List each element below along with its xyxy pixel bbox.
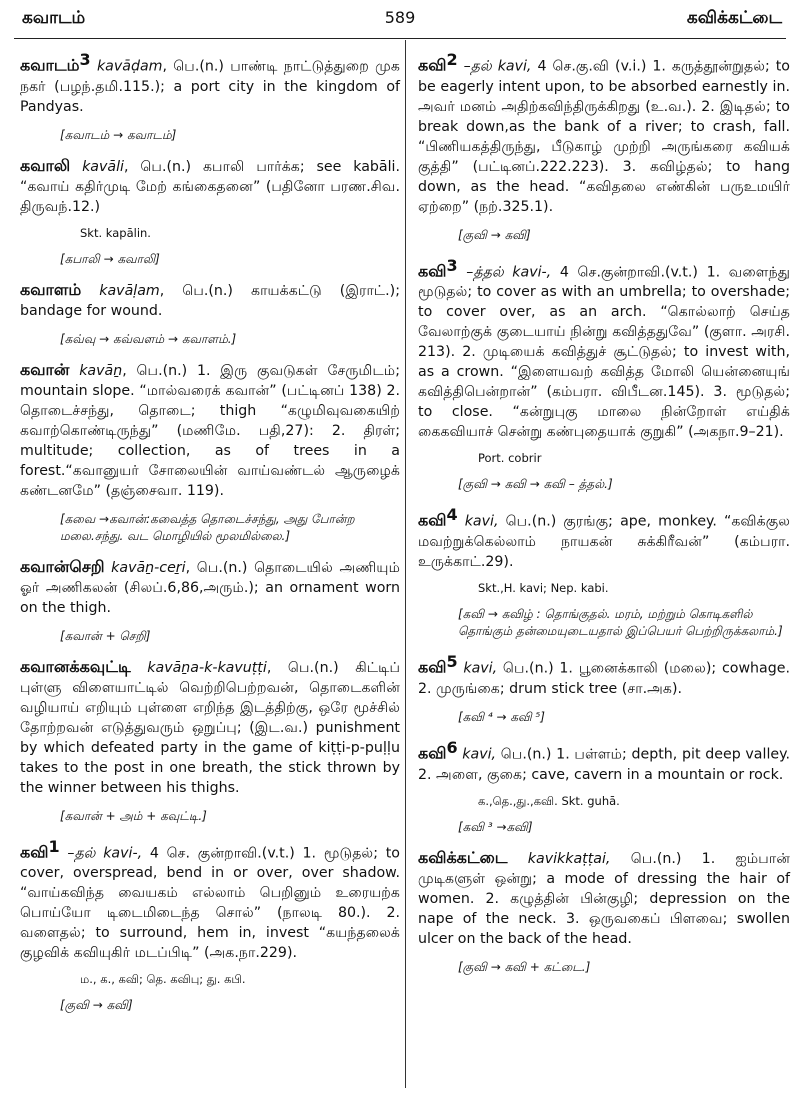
- dictionary-entry: [20, 156, 400, 217]
- entry-body: 4 செ.குன்றாவி.(v.t.) 1. வளைந்து மூடுதல்; to cover as with an umbrella; to overshade; to cover over, as an arch. “கொல்லாற் செய்த வேலாற்குக் குடையாய் நின்று கவித்ததுவே” (குளா. அரசி. 213). 2. முடியைக் கவித்துச் சூட்டுதல்; to invest with, as a crown. “இளையவற் கவித்த மோலி யென்னையுங் கவித்திபென்றான்” (கம்பரா. விபீடன.145). 3. மூடுதல்; to close. “கன்றுபுகு மாலை நின்றோள் எய்திக் கைகவியாச் சென்று கண்புதையாக் குறுகி” (அகநா.9–21).: [418, 264, 790, 441]
- page-number: 589: [384, 8, 416, 27]
- headword: கவி: [418, 657, 447, 677]
- dictionary-entry: [418, 505, 790, 572]
- headword-superscript: 2: [446, 50, 458, 69]
- running-head-left: கவாடம்: [22, 8, 86, 28]
- transliteration: kavāḷam: [99, 282, 160, 299]
- headword-superscript: 5: [446, 652, 458, 672]
- page-header: [0, 0, 800, 40]
- etymology: [குவி → கவி]: [60, 998, 133, 1013]
- cognates: Skt.,H. kavi; Nep. kabi.: [478, 581, 609, 596]
- entry-body: , பெ.(n.) கிட்டிப் புள்ளு விளையாட்டில் வெற்றிபெற்றவன், தொடைகளின் வழியாய் எறியும் புள்ளை எறிந்த இடத்திற்கு, ஒரே மூச்சில் தோற்றவன் எடுத்துவரும் ஒறுப்பு; (இட.வ.) punishment by which defeated party in the game of kiṭṭi-p-puḷḷu takes to the post in one breath, the stick thrown by the winner between his thighs.: [20, 659, 400, 796]
- dictionary-entry: [20, 50, 400, 117]
- headword-superscript: 3: [446, 255, 458, 275]
- etymology: [கவி ⁴ → கவி ⁵]: [458, 709, 545, 724]
- etymology: [குவி → கவி + கட்டை.]: [458, 959, 591, 974]
- transliteration: kavikkaṭṭai,: [527, 850, 611, 867]
- headword: கவி: [418, 511, 447, 531]
- etymology: [கவ்வு → கவ்வளம் → கவாளம்.]: [60, 331, 237, 346]
- etymology: [கபாலி → கவாலி]: [60, 251, 160, 266]
- headword-superscript: 1: [48, 836, 60, 856]
- dictionary-entry: [418, 652, 790, 699]
- headword: கவான்செறி: [20, 556, 105, 576]
- headword: கவிக்கட்டை: [418, 847, 508, 867]
- dictionary-entry: [20, 657, 400, 798]
- headword: கவாளம்: [20, 279, 82, 299]
- entry-body: , பெ.(n.) காயக்கட்டு (இராட்.); bandage for wound.: [20, 282, 400, 319]
- entry-body: , பெ.(n.) தொடையில் அணியும் ஓர் அணிகலன் (சிலப்.6,86,அரும்.); an ornament worn on the thigh.: [20, 559, 400, 616]
- transliteration: –த்தல் kavi-,: [466, 264, 552, 281]
- transliteration: kavāṉ: [79, 362, 123, 379]
- headword: கவாலி: [20, 155, 71, 175]
- transliteration: kavāṉ-ceṟi: [111, 559, 186, 576]
- headword-superscript: 3: [79, 50, 91, 69]
- headword-superscript: 6: [446, 737, 458, 757]
- dictionary-entry: [20, 837, 400, 964]
- right-column: [418, 50, 790, 988]
- transliteration: kavi,: [464, 514, 499, 531]
- etymology: [கவான் + செறி]: [60, 628, 151, 643]
- transliteration: kavāli: [82, 158, 124, 175]
- dictionary-entry: [20, 280, 400, 321]
- entry-body: 4 செ. குன்றாவி.(v.t.) 1. மூடுதல்; to cover, overspread, bend in or over, over shadow. “வாய்கவிந்த வையகம் எல்லாம் பெறினும் உரையற்க பொய்யோ டிடைமிடைந்த சொல்” (நாலடி 80.). 2. வளைதல்; to surround, hem in, invest “கயந்தலைக் குழவிக் கவியுகிர் மடப்பிடி” (அக.நா.229).: [20, 845, 400, 962]
- cognates: Skt. kapālin.: [80, 225, 151, 240]
- left-column: [20, 50, 400, 1026]
- dictionary-entry: [20, 360, 400, 501]
- entry-body: , பெ.(n.) கபாலி பார்க்க; see kabāli. “கவாய் கதிர்முடி மேற் கங்கைதனை” (பதினோ பரண.சிவ. திருவந்.12.): [20, 158, 400, 215]
- etymology: [கவாடம் → கவாடம்]: [60, 127, 177, 142]
- entry-body: பெ.(n.) 1. பூனைக்காலி (மலை); cowhage. 2. முருங்கை; drum stick tree (சா.அக).: [418, 660, 790, 697]
- dictionary-entry: [418, 50, 790, 217]
- etymology: [கவை →கவான்:கவைத்த தொடைச்சந்து, அது போன்ற மலை.சந்து. வட மொழியில் மூலமில்லை.]: [60, 511, 355, 543]
- dictionary-entry: [418, 738, 790, 785]
- headword: கவானக்கவுட்டி: [20, 656, 131, 676]
- cognates: Port. cobrir: [478, 451, 542, 466]
- headword: கவி: [418, 55, 447, 75]
- entry-body: பெ.(n.) 1. ஐம்பான் முடிகளுள் ஒன்று; a mode of dressing the hair of women. 2. கழுத்தின் பின்குழி; depression on the nape of the neck. 3. ஒருவகைப் பிளவை; swollen ulcer on the back of the head.: [418, 850, 791, 947]
- header-rule: [14, 38, 786, 39]
- headword: கவாடம்: [20, 55, 80, 75]
- transliteration: kavāḍam: [96, 58, 163, 75]
- column-divider: [405, 40, 406, 1088]
- entry-body: பெ.(n.) 1. பள்ளம்; depth, pit deep valley. 2. அளை, குகை; cave, cavern in a mountain or rock.: [418, 746, 790, 783]
- dictionary-entry: [418, 256, 790, 443]
- headword: கவான்: [20, 359, 70, 379]
- etymology: [கவி ³ →கவி]: [458, 819, 533, 834]
- cognates: க.,தெ.,து.,கவி. Skt. guhā.: [478, 793, 620, 808]
- etymology: [கவி → கவிழ் : தொங்குதல். மரம், மற்றும் கொடிகளில் தொங்கும் தன்மையுடையதால் இப்பெயர் பெற்றிருக்கலாம்.]: [458, 607, 783, 639]
- dictionary-entry: [418, 848, 790, 949]
- entry-body: , பெ.(n.) பாண்டி நாட்டுத்துறை முக நகர் (பழந்.தமி.115.); a port city in the kingdom of Pandyas.: [20, 58, 400, 115]
- transliteration: kavi,: [463, 660, 498, 677]
- headword: கவி: [20, 842, 49, 862]
- etymology: [குவி → கவி → கவி – த்தல்.]: [458, 477, 613, 492]
- entry-body: , பெ.(n.) 1. இரு குவடுகள் சேருமிடம்; mountain slope. “மால்வரைக் கவான்” (பட்டினப் 138) 2. தொடைச்சந்து, தொடை; thigh “கழுமிவுவகையிற் கவாற்கொண்டிருந்து” (மணிமே. பதி,27): 2. திரள்; multitude; collection, as of trees in a forest.“கவானுயர் சோலையின் வாய்வண்டல் ஆருழைக் கண்டனமே” (தஞ்சைவா. 119).: [20, 362, 400, 499]
- transliteration: kavāṉa-k-kavuṭṭi: [147, 659, 267, 676]
- transliteration: –தல் kavi,: [463, 58, 532, 75]
- headword: கவி: [418, 743, 447, 763]
- entry-body: 4 செ.கு.வி (v.i.) 1. கருத்தூன்றுதல்; to be eagerly intent upon, to be absorbed earnestly in. அவர் மனம் அதிற்கவிந்திருக்கிறது (உ.வ.). 2. இடிதல்; to break down,as the bank of a river; to crash, fall. “பிணியகத்திருந்து, பீடுகாழ் முற்றி அருங்கரை கவியக் குத்தி” (பட்டினப்.222.223). 3. கவிழ்தல்; to hang down, as the head. “கவிதலை எண்கின் பருஉமயிர் ஏற்றை” (நற்.325.1).: [418, 58, 790, 215]
- transliteration: –தல் kavi-,: [67, 845, 143, 862]
- headword: கவி: [418, 261, 447, 281]
- entry-body: பெ.(n.) குரங்கு; ape, monkey. “கவிக்குல மவற்றுக்கெல்லாம் நாயகன் சுக்கிரீவன்” (கம்பரா. உருக்காட்.29).: [418, 514, 791, 571]
- dictionary-entry: [20, 557, 400, 618]
- transliteration: kavi,: [462, 746, 497, 763]
- etymology: [கவான் + அம் + கவுட்டி.]: [60, 808, 207, 823]
- etymology: [குவி → கவி]: [458, 227, 531, 242]
- running-head-right: கவிக்கட்டை: [686, 8, 782, 28]
- cognates: ம., க., கவி; தெ. கவிபு; து. கபி.: [80, 972, 246, 987]
- headword-superscript: 4: [446, 505, 458, 525]
